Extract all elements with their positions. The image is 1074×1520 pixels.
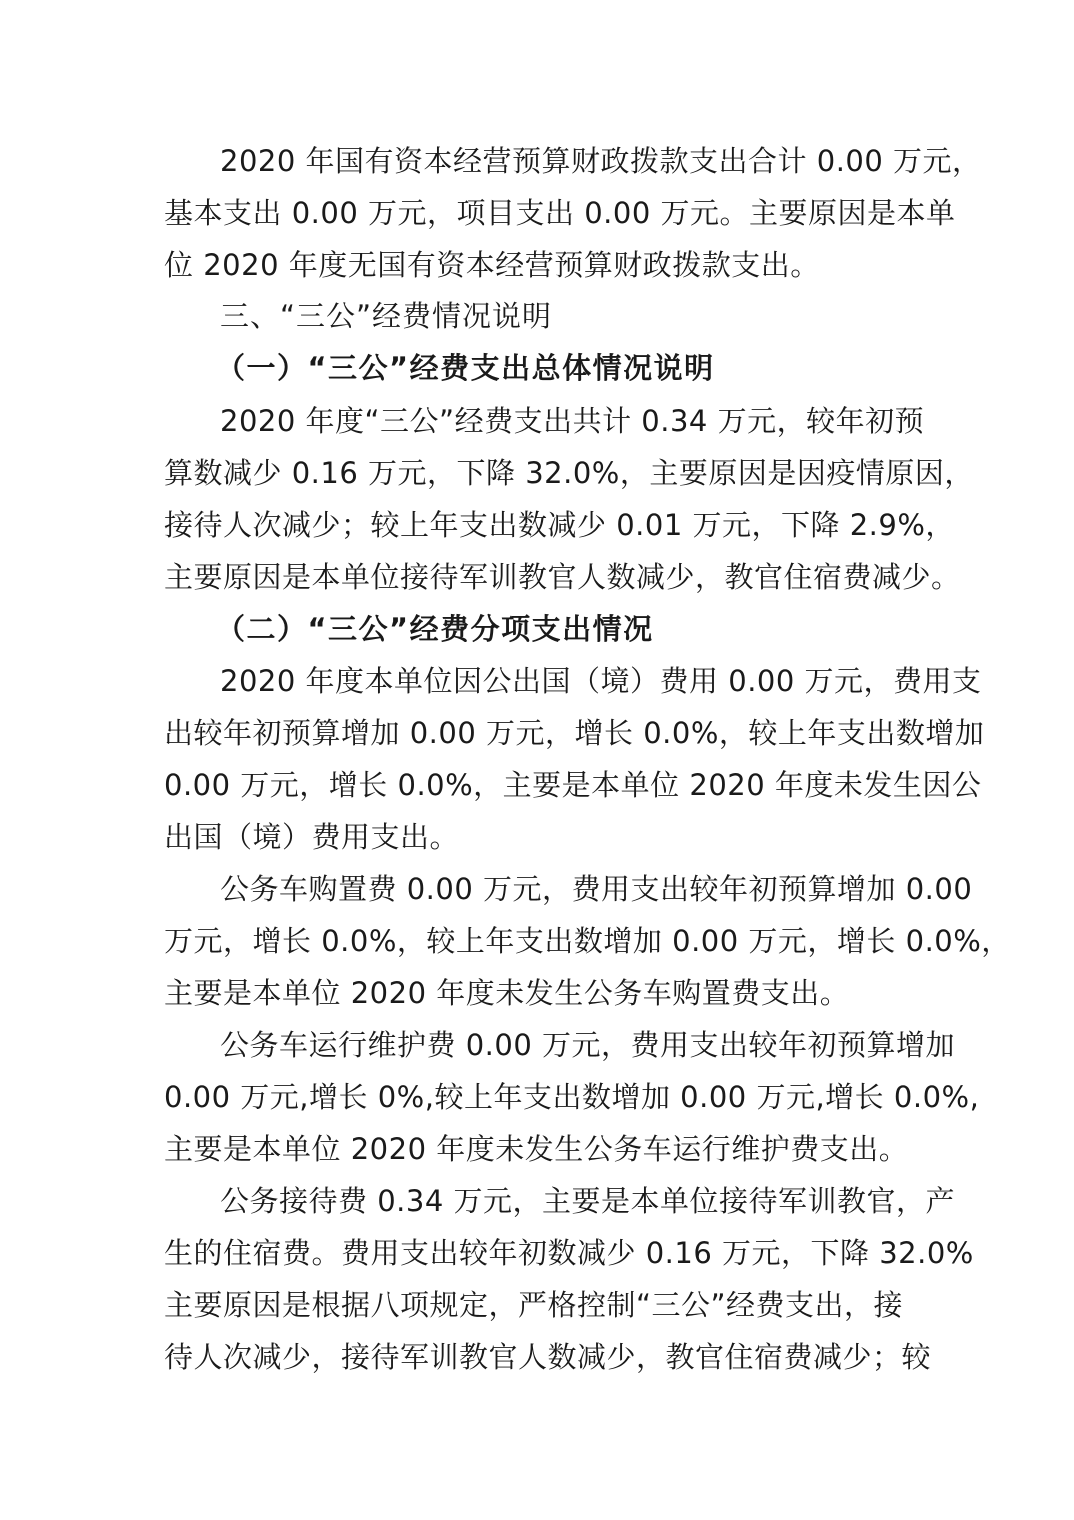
paragraph-line: 主要原因是本单位接待军训教官人数减少，教官住宿费减少。 xyxy=(164,560,961,594)
paragraph-line: 万元，增长 0.0%，较上年支出数增加 0.00 万元，增长 0.0%， xyxy=(164,924,1011,958)
paragraph-line: 0.00 万元,增长 0%,较上年支出数增加 0.00 万元,增长 0.0%, xyxy=(164,1080,980,1114)
paragraph-line: 位 2020 年度无国有资本经营预算财政拨款支出。 xyxy=(164,248,820,282)
subsection-heading: （二）“三公”经费分项支出情况 xyxy=(216,612,654,646)
paragraph-line: 出国（境）费用支出。 xyxy=(164,820,460,854)
paragraph-line: 公务车运行维护费 0.00 万元，费用支出较年初预算增加 xyxy=(220,1028,956,1062)
paragraph-line: 出较年初预算增加 0.00 万元，增长 0.0%，较上年支出数增加 xyxy=(164,716,985,750)
paragraph-line: 2020 年度本单位因公出国（境）费用 0.00 万元，费用支 xyxy=(220,664,982,698)
paragraph-line: 2020 年度“三公”经费支出共计 0.34 万元，较年初预 xyxy=(220,404,925,438)
paragraph-line: 生的住宿费。费用支出较年初数减少 0.16 万元，下降 32.0% xyxy=(164,1236,974,1270)
paragraph-line: 主要原因是根据八项规定，严格控制“三公”经费支出，接 xyxy=(164,1288,904,1322)
paragraph-line: 0.00 万元，增长 0.0%，主要是本单位 2020 年度未发生因公 xyxy=(164,768,982,802)
paragraph-line: 接待人次减少；较上年支出数减少 0.01 万元，下降 2.9%， xyxy=(164,508,955,542)
paragraph-line: 算数减少 0.16 万元，下降 32.0%，主要原因是因疫情原因， xyxy=(164,456,974,490)
section-heading: 三、“三公”经费情况说明 xyxy=(220,299,553,333)
paragraph-line: 待人次减少，接待军训教官人数减少，教官住宿费减少；较 xyxy=(164,1340,932,1374)
subsection-heading: （一）“三公”经费支出总体情况说明 xyxy=(216,351,715,385)
paragraph-line: 主要是本单位 2020 年度未发生公务车购置费支出。 xyxy=(164,976,850,1010)
paragraph-line: 基本支出 0.00 万元，项目支出 0.00 万元。主要原因是本单 xyxy=(164,196,956,230)
paragraph-line: 主要是本单位 2020 年度未发生公务车运行维护费支出。 xyxy=(164,1132,909,1166)
paragraph-line: 公务接待费 0.34 万元，主要是本单位接待军训教官，产 xyxy=(220,1184,956,1218)
paragraph-line: 2020 年国有资本经营预算财政拨款支出合计 0.00 万元， xyxy=(220,144,982,178)
paragraph-line: 公务车购置费 0.00 万元，费用支出较年初预算增加 0.00 xyxy=(220,872,973,906)
